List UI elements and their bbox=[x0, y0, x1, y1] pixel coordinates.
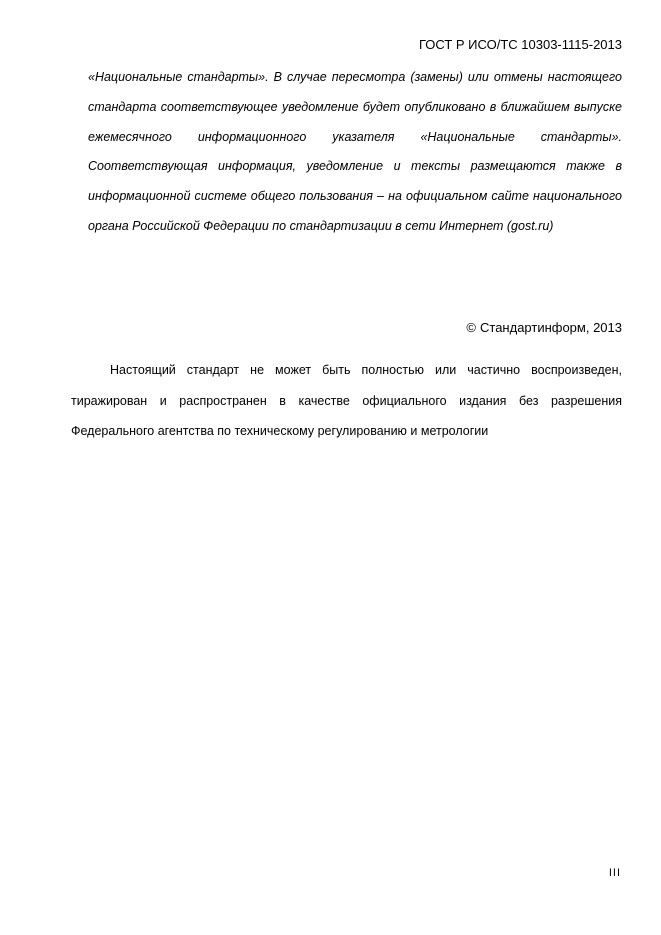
copyright-text: Стандартинформ, 2013 bbox=[480, 320, 622, 335]
page-number: III bbox=[608, 867, 621, 879]
reproduction-restriction-paragraph: Настоящий стандарт не может быть полностью или частично воспроизведен, тиражирован и распространен в качестве официального издания без разрешения Федерального агентства по техническому регулированию и метрологии bbox=[71, 363, 622, 438]
copyright-icon: © bbox=[466, 320, 476, 335]
revision-notice-paragraph: «Национальные стандарты». В случае пересмотра (замены) или отмены настоящего стандарта соответствующее уведомление будет опубликовано в ближайшем выпуске ежемесячного информационного указателя «Национальные стандарты». Соответствующая информация, уведомление и тексты размещаются также в информационной системе общего пользования – на официальном сайте национального органа Российской Федерации по стандартизации в сети Интернет (gost.ru) bbox=[88, 70, 622, 233]
standard-code-header: ГОСТ Р ИСО/ТС 10303-1115-2013 bbox=[418, 37, 622, 52]
copyright-line bbox=[466, 320, 622, 336]
